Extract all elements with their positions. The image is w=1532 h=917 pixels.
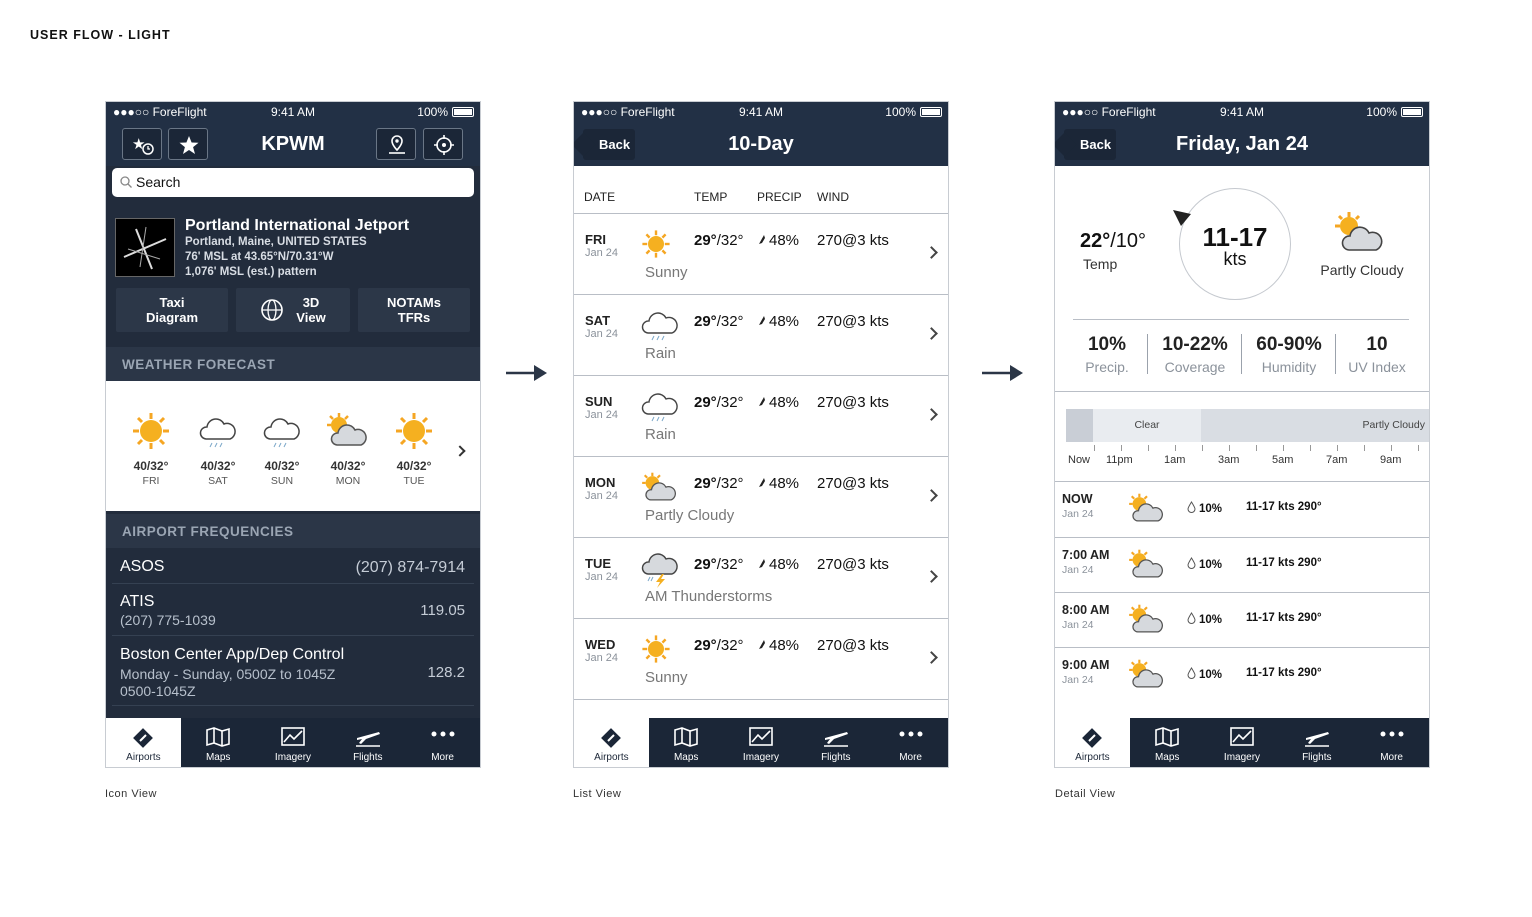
airport-elevation: 76' MSL at 43.65°N/70.31°W: [185, 251, 334, 263]
precip-drop-icon: [758, 558, 766, 569]
status-time: 9:41 AM: [1219, 105, 1265, 119]
row-condition: Rain: [645, 426, 676, 443]
caption-icon-view: Icon View: [105, 788, 157, 800]
nav-title: 10-Day: [728, 133, 794, 155]
hour-precip: 10%: [1187, 557, 1222, 571]
forecast-day-fri[interactable]: 40/32° FRI: [121, 411, 181, 487]
row-temp: 29°/32°: [694, 313, 744, 330]
row-date: Jan 24: [585, 247, 619, 259]
precip-drop-icon: [758, 477, 766, 488]
row-day: FRI: [585, 232, 606, 247]
status-bar: [106, 102, 480, 122]
hourly-row[interactable]: [1055, 592, 1429, 648]
timeline-label: 11pm: [1106, 454, 1133, 466]
locate-button[interactable]: [423, 128, 463, 160]
nav-bar: [574, 122, 948, 166]
frequency-row[interactable]: ATIS (207) 775-1039 119.05: [112, 584, 474, 636]
divider: [1055, 391, 1429, 392]
status-bar: [574, 102, 948, 122]
row-day: TUE: [585, 556, 611, 571]
forecast-day-sun[interactable]: 40/32° SUN: [252, 411, 312, 487]
forecast-day-sat[interactable]: 40/32° SAT: [188, 411, 248, 487]
row-wind: 270@3 kts: [817, 313, 889, 330]
imagery-icon: [280, 726, 306, 748]
airplane-icon: [354, 726, 382, 748]
stat-precip: 10% Precip.: [1085, 334, 1129, 375]
hour-wind: 11-17 kts 290°: [1246, 612, 1322, 624]
carrier-label: ●●●○○ ForeFlight: [581, 105, 675, 119]
row-wind: 270@3 kts: [817, 556, 889, 573]
map-icon: [205, 726, 231, 748]
search-placeholder: Search: [136, 174, 181, 190]
row-temp: 29°/32°: [694, 475, 744, 492]
phone-icon-view: [105, 101, 481, 768]
hour-precip: 10%: [1187, 612, 1222, 626]
timeline-label: 3am: [1218, 454, 1240, 466]
hourly-row[interactable]: [1055, 647, 1429, 703]
status-time: 9:41 AM: [738, 105, 784, 119]
chevron-right-icon: [925, 408, 938, 421]
row-condition: Sunny: [645, 264, 688, 281]
chevron-right-icon: [925, 570, 938, 583]
timeline-past: [1066, 409, 1093, 442]
row-condition: Sunny: [645, 669, 688, 686]
status-bar: [1055, 102, 1429, 122]
raindrop-icon: [1187, 667, 1196, 679]
globe-icon: [260, 298, 284, 322]
stat-uv-index: 10 UV Index: [1348, 334, 1406, 375]
precip-drop-icon: [758, 396, 766, 407]
sun-icon: [394, 411, 434, 451]
tab-flights[interactable]: Flights: [1279, 718, 1354, 767]
row-precip: 48%: [758, 475, 799, 492]
hour-time: NOW: [1062, 492, 1093, 506]
tab-maps[interactable]: Maps: [181, 718, 256, 767]
partly-cloudy-icon: [1333, 210, 1389, 256]
partly-cloudy-icon: [1127, 603, 1167, 642]
hour-time: 7:00 AM: [1062, 548, 1110, 562]
timeline-label: 7am: [1326, 454, 1348, 466]
row-date: Jan 24: [585, 490, 619, 502]
forecast-row-wed[interactable]: [574, 619, 948, 700]
caption-detail-view: Detail View: [1055, 788, 1116, 800]
hour-precip: 10%: [1187, 667, 1222, 681]
airport-location: Portland, Maine, UNITED STATES: [185, 236, 367, 248]
row-date: Jan 24: [585, 328, 619, 340]
row-temp: 29°/32°: [694, 232, 744, 249]
tab-imagery[interactable]: Imagery: [256, 718, 331, 767]
hour-date: Jan 24: [1062, 564, 1094, 576]
map-pin-icon: [377, 129, 417, 161]
battery-indicator: 100%: [885, 105, 942, 119]
nav-title: KPWM: [261, 133, 325, 155]
timeline-label: 5am: [1272, 454, 1294, 466]
tab-bar: [106, 718, 480, 767]
row-temp: 29°/32°: [694, 637, 744, 654]
hourly-row[interactable]: [1055, 481, 1429, 537]
row-precip: 48%: [758, 394, 799, 411]
hour-date: Jan 24: [1062, 508, 1094, 520]
divider: [1073, 319, 1409, 320]
tab-airports[interactable]: Airports: [574, 718, 649, 767]
row-day: SAT: [585, 313, 611, 328]
raindrop-icon: [1187, 612, 1196, 624]
partly-cloudy-icon: [640, 471, 680, 510]
rain-cloud-icon: [198, 411, 238, 451]
search-icon: [120, 176, 132, 188]
row-wind: 270@3 kts: [817, 394, 889, 411]
more-dots-icon: [1379, 726, 1405, 748]
row-condition: AM Thunderstorms: [645, 588, 773, 605]
frequencies-list: [106, 548, 480, 718]
imagery-icon: [1229, 726, 1255, 748]
map-pin-button[interactable]: [376, 128, 416, 160]
col-wind: WIND: [817, 190, 849, 204]
stat-coverage: 10-22% Coverage: [1162, 334, 1228, 375]
precip-drop-icon: [758, 234, 766, 245]
col-precip: PRECIP: [757, 190, 802, 204]
hour-time: 8:00 AM: [1062, 603, 1110, 617]
page-title: USER FLOW - LIGHT: [30, 28, 171, 42]
tab-airports[interactable]: Airports: [106, 718, 181, 767]
nav-bar: [106, 122, 480, 166]
svg-text:★: ★: [132, 135, 146, 153]
forecast-row-tue[interactable]: [574, 538, 948, 619]
sun-icon: [640, 633, 672, 670]
list-column-headers: [574, 166, 948, 214]
thunderstorm-icon: [640, 552, 680, 593]
chevron-right-icon: [925, 651, 938, 664]
precip-drop-icon: [758, 639, 766, 650]
tab-airports[interactable]: Airports: [1055, 718, 1130, 767]
forecast-row-fri[interactable]: [574, 214, 948, 295]
forecast-day-mon[interactable]: 40/32° MON: [318, 411, 378, 487]
hour-precip: 10%: [1187, 501, 1222, 515]
hourly-row[interactable]: [1055, 537, 1429, 593]
hour-date: Jan 24: [1062, 674, 1094, 686]
temperature-label: Temp: [1083, 256, 1118, 272]
tab-imagery[interactable]: Imagery: [724, 718, 799, 767]
col-temp: TEMP: [694, 190, 728, 204]
forecast-row-sat[interactable]: [574, 295, 948, 376]
row-wind: 270@3 kts: [817, 232, 889, 249]
row-day: MON: [585, 475, 616, 490]
timeline-ticks: [1066, 445, 1429, 453]
tab-bar: [1055, 718, 1429, 767]
phone-detail-view: [1054, 101, 1430, 768]
partly-cloudy-icon: [325, 411, 371, 451]
forecast-row-sun[interactable]: [574, 376, 948, 457]
airplane-icon: [1303, 726, 1331, 748]
chevron-right-icon[interactable]: [454, 445, 465, 456]
tab-bar: [574, 718, 948, 767]
hour-wind: 11-17 kts 290°: [1246, 557, 1322, 569]
frequency-row[interactable]: ASOS (207) 874-7914: [112, 548, 474, 584]
row-condition: Rain: [645, 345, 676, 362]
timeline-label: 1am: [1164, 454, 1186, 466]
airport-pattern: 1,076' MSL (est.) pattern: [185, 266, 317, 278]
stat-separator: [1147, 334, 1148, 374]
wind-unit: kts: [1223, 249, 1247, 269]
weather-forecast-panel[interactable]: [106, 381, 480, 511]
battery-indicator: 100%: [417, 105, 474, 119]
notams-tfrs-button[interactable]: NOTAMs TFRs: [358, 288, 470, 332]
raindrop-icon: [1187, 501, 1196, 513]
row-precip: 48%: [758, 313, 799, 330]
timeline-label: Now: [1068, 454, 1091, 466]
hour-wind: 11-17 kts 290°: [1246, 667, 1322, 679]
map-icon: [1154, 726, 1180, 748]
row-precip: 48%: [758, 637, 799, 654]
nav-bar: [1055, 122, 1429, 166]
search-input[interactable]: [112, 168, 474, 197]
more-dots-icon: [430, 726, 456, 748]
timeline-clear: Clear: [1093, 409, 1201, 442]
airport-frequencies-header: AIRPORT FREQUENCIES: [106, 514, 480, 548]
row-precip: 48%: [758, 556, 799, 573]
timeline-label: 9am: [1380, 454, 1402, 466]
airports-icon: [599, 726, 623, 750]
sun-icon: [640, 228, 672, 265]
partly-cloudy-icon: [1127, 492, 1167, 531]
battery-icon: [452, 107, 474, 117]
hour-date: Jan 24: [1062, 619, 1094, 631]
3d-view-button[interactable]: 3D View: [236, 288, 350, 332]
temperature-value: 22°/10°: [1080, 230, 1147, 252]
sun-icon: [131, 411, 171, 451]
hour-wind: 11-17 kts 290°: [1246, 501, 1322, 513]
tab-more[interactable]: More: [405, 718, 480, 767]
row-temp: 29°/32°: [694, 556, 744, 573]
precip-drop-icon: [758, 315, 766, 326]
row-temp: 29°/32°: [694, 394, 744, 411]
tab-flights[interactable]: Flights: [330, 718, 405, 767]
caption-list-view: List View: [573, 788, 622, 800]
timeline-partly-cloudy: Partly Cloudy: [1201, 409, 1429, 442]
taxi-diagram-button[interactable]: Taxi Diagram: [116, 288, 228, 332]
row-precip: 48%: [758, 232, 799, 249]
map-icon: [673, 726, 699, 748]
row-date: Jan 24: [585, 652, 619, 664]
stat-humidity: 60-90% Humidity: [1256, 334, 1322, 375]
condition-label: Partly Cloudy: [1320, 262, 1404, 278]
airports-icon: [1080, 726, 1104, 750]
back-button[interactable]: Back: [1064, 129, 1116, 160]
tab-maps[interactable]: Maps: [1130, 718, 1205, 767]
flow-arrow-icon: [504, 362, 548, 384]
chevron-right-icon: [925, 246, 938, 259]
rain-cloud-icon: [262, 411, 302, 451]
tab-more[interactable]: More: [873, 718, 948, 767]
hour-time: 9:00 AM: [1062, 658, 1110, 672]
row-wind: 270@3 kts: [817, 637, 889, 654]
tab-maps[interactable]: Maps: [649, 718, 724, 767]
battery-indicator: 100%: [1366, 105, 1423, 119]
crosshair-icon: [424, 129, 464, 161]
back-button[interactable]: Back: [583, 129, 635, 160]
row-day: SUN: [585, 394, 613, 409]
forecast-row-mon[interactable]: [574, 457, 948, 538]
tab-more[interactable]: More: [1354, 718, 1429, 767]
partly-cloudy-icon: [1127, 548, 1167, 587]
stat-separator: [1335, 334, 1336, 374]
forecast-day-tue[interactable]: 40/32° TUE: [384, 411, 444, 487]
stat-separator: [1241, 334, 1242, 374]
imagery-icon: [748, 726, 774, 748]
chevron-right-icon: [925, 327, 938, 340]
row-condition: Partly Cloudy: [645, 507, 735, 524]
phone-list-view: [573, 101, 949, 768]
partly-cloudy-icon: [1127, 658, 1167, 697]
battery-icon: [920, 107, 942, 117]
status-time: 9:41 AM: [270, 105, 316, 119]
airport-diagram-thumbnail[interactable]: [115, 218, 175, 277]
airports-icon: [131, 726, 155, 750]
row-date: Jan 24: [585, 409, 619, 421]
airplane-icon: [822, 726, 850, 748]
row-wind: 270@3 kts: [817, 475, 889, 492]
tab-imagery[interactable]: Imagery: [1205, 718, 1280, 767]
chevron-right-icon: [925, 489, 938, 502]
tab-flights[interactable]: Flights: [798, 718, 873, 767]
col-date: DATE: [584, 190, 616, 204]
battery-icon: [1401, 107, 1423, 117]
rain-cloud-icon: [640, 390, 680, 429]
raindrop-icon: [1187, 557, 1196, 569]
nav-title: Friday, Jan 24: [1176, 133, 1308, 155]
weather-forecast-header: WEATHER FORECAST: [106, 347, 480, 381]
row-date: Jan 24: [585, 571, 619, 583]
airport-name: Portland International Jetport: [185, 217, 410, 234]
row-day: WED: [585, 637, 616, 652]
frequency-row[interactable]: Boston Center App/Dep Control Monday - Sunday, 0500Z to 1045Z 0500-1045Z 128.2: [112, 636, 474, 706]
wind-speed: 11-17: [1202, 222, 1268, 252]
flow-arrow-icon: [980, 362, 1024, 384]
conditions-timeline[interactable]: [1066, 409, 1429, 442]
carrier-label: ●●●○○ ForeFlight: [1062, 105, 1156, 119]
rain-cloud-icon: [640, 309, 680, 348]
carrier-label: ●●●○○ ForeFlight: [113, 105, 207, 119]
more-dots-icon: [898, 726, 924, 748]
